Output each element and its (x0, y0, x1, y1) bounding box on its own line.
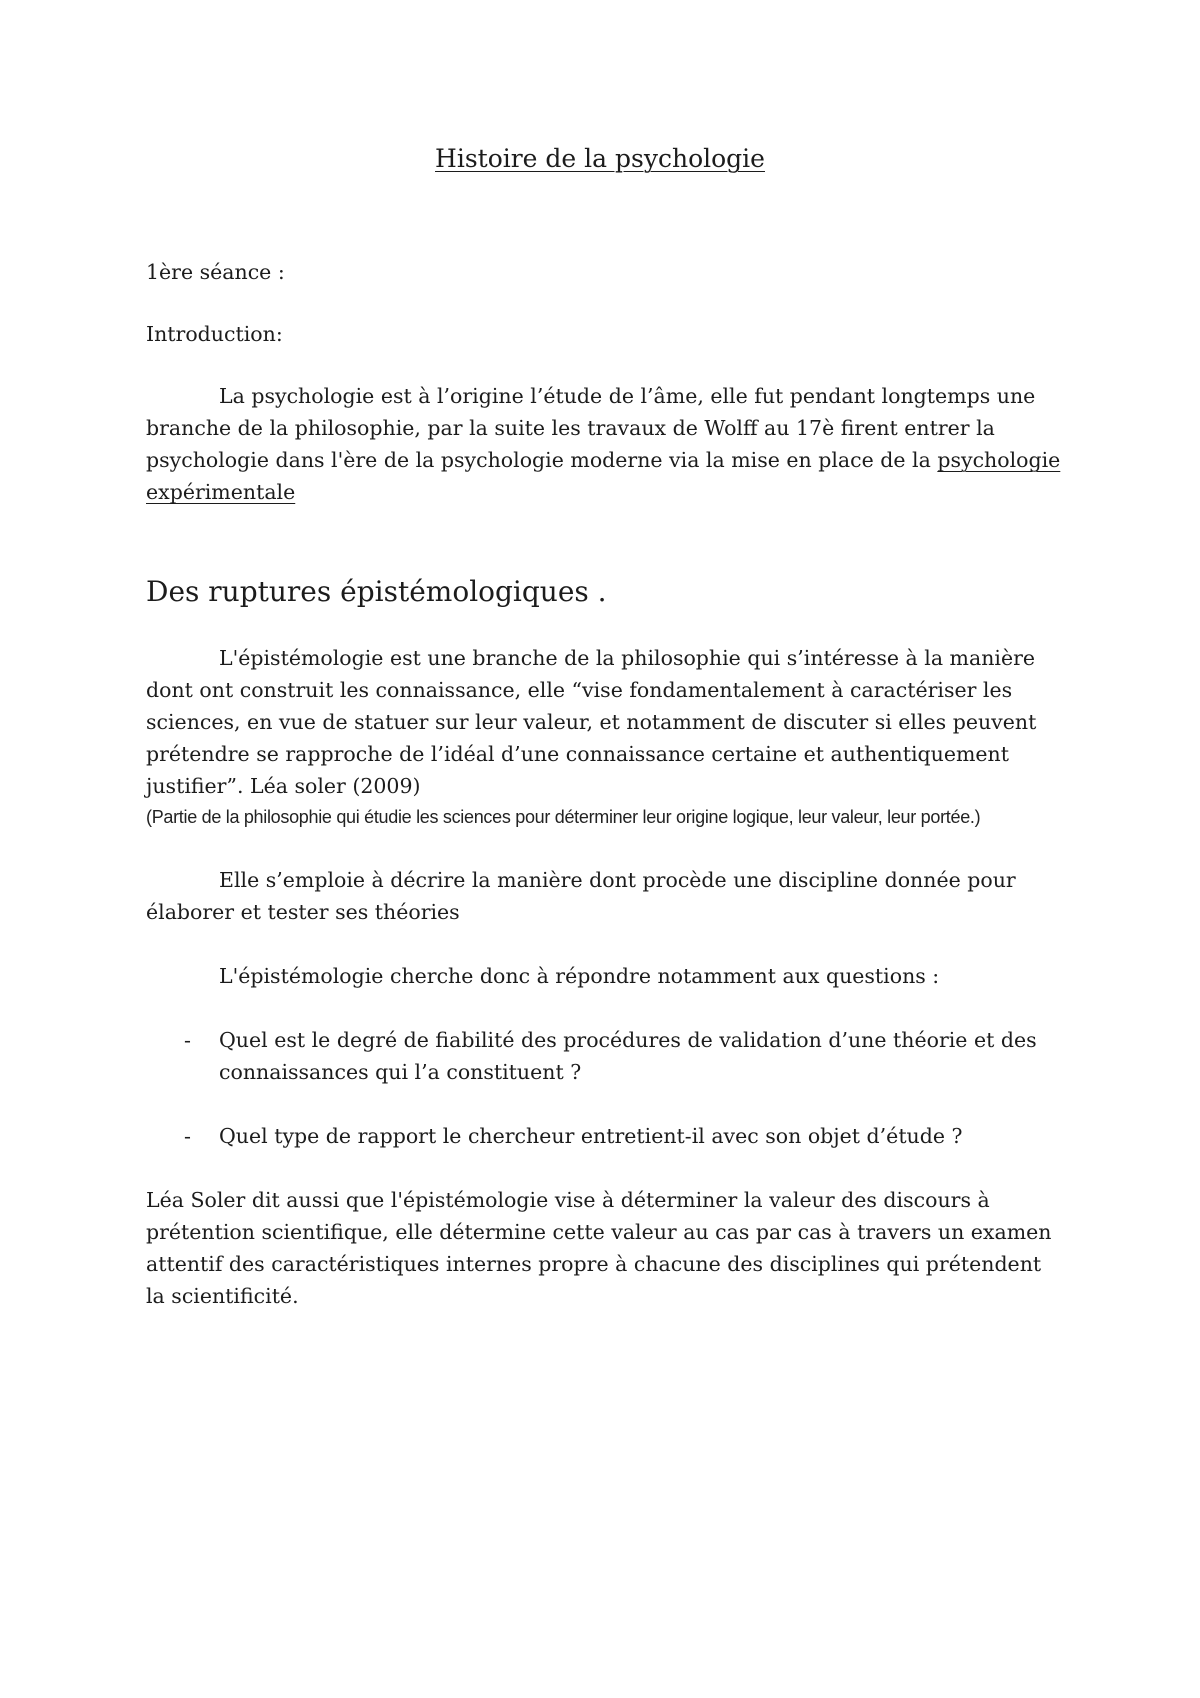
spacer (146, 1088, 1066, 1120)
intro-paragraph-text: La psychologie est à l’origine l’étude de l’âme, elle fut pendant longtemps une branche de la philosophie, par la suite les travaux de Wolff au 17è firent entrer la psychologie dans l'ère de la psychologie moderne via la mise en place de la (146, 384, 1036, 472)
page-title-text: Histoire de la psychologie (435, 144, 765, 173)
section-heading: Des ruptures épistémologiques . (146, 575, 607, 608)
question-text: Quel est le degré de fiabilité des procédures de validation d’une théorie et des connaissances qui l’a constituent ? (219, 1028, 1037, 1084)
intro-label: Introduction: (146, 322, 283, 346)
spacer (146, 288, 1066, 318)
closing-paragraph: Léa Soler dit aussi que l'épistémologie vise à déterminer la valeur des discours à prétention scientifique, elle détermine cette valeur au cas par cas à travers un examen attentif des caractéristiques internes propre à chacune des disciplines qui prétendent la scientificité. (146, 1188, 1052, 1308)
bullet-dash: - (184, 1124, 191, 1148)
list-item (146, 1024, 1066, 1088)
spacer (146, 350, 1066, 380)
bullet-dash: - (184, 1028, 191, 1052)
spacer (146, 928, 1066, 960)
questions-list (146, 1024, 1066, 1152)
method-paragraph: Elle s’emploie à décrire la manière dont procède une discipline donnée pour élaborer et tester ses théories (146, 868, 1016, 924)
spacer (146, 508, 1066, 572)
list-item (146, 1120, 1066, 1152)
spacer (146, 992, 1066, 1024)
questions-intro: L'épistémologie cherche donc à répondre notamment aux questions : (219, 964, 940, 988)
spacer (146, 1152, 1066, 1184)
intro-paragraph (146, 380, 1066, 508)
question-text: Quel type de rapport le chercheur entretient-il avec son objet d’étude ? (219, 1124, 963, 1148)
page-title (0, 142, 1200, 176)
spacer (146, 832, 1066, 864)
document-body (146, 256, 1066, 1312)
definition-paragraph: L'épistémologie est une branche de la philosophie qui s’intéresse à la manière dont ont construit les connaissance, elle “vise fondamentalement à caractériser les sciences, en vue de statuer sur leur valeur, et notamment de discuter si elles peuvent prétendre se rapproche de l’idéal d’une connaissance certaine et authentiquement justifier”. Léa soler (2009) (146, 646, 1037, 798)
spacer (146, 612, 1066, 642)
experimental-psychology-underlined-text: psychologie expérimentale (146, 448, 1061, 504)
session-label: 1ère séance : (146, 260, 285, 284)
definition-note: (Partie de la philosophie qui étudie les sciences pour déterminer leur origine logique, leur valeur, leur portée.) (146, 807, 981, 827)
